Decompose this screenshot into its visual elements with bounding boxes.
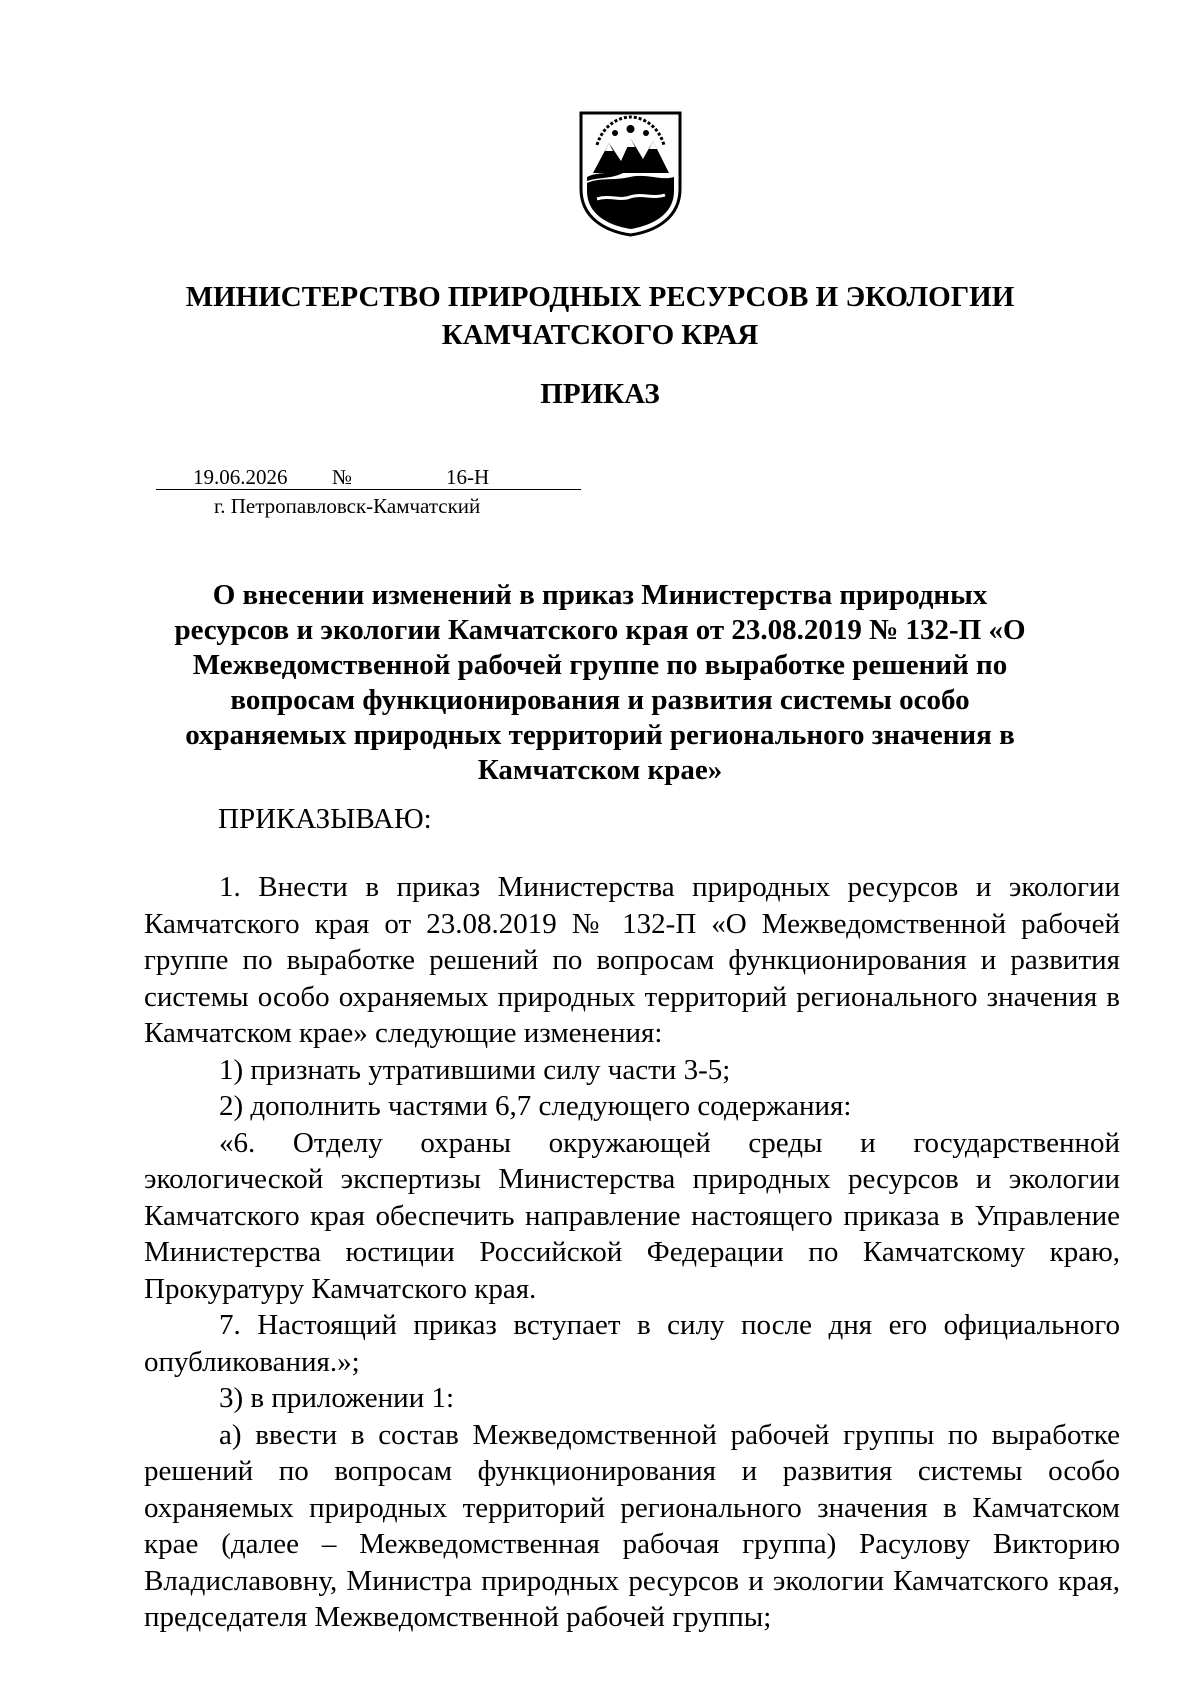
ministry-name-line-1: МИНИСТЕРСТВО ПРИРОДНЫХ РЕСУРСОВ И ЭКОЛОГИИ	[185, 281, 1015, 313]
document-number: 16-Н	[446, 465, 490, 489]
body-paragraph: 3) в приложении 1:	[219, 1382, 455, 1414]
document-body	[144, 869, 1120, 1636]
body-paragraph: 1. Внести в приказ Министерства природных ресурсов и экологии Камчатского края от 23.08.2019 № 132-П «О Межведомственной рабочей группе по выработке решений по вопросам функционирования и развития системы особо охраняемых природных территорий регионального значения в Камчатском крае» следующие изменения:	[144, 871, 1120, 1049]
body-paragraph: 1) признать утратившими силу части 3-5;	[219, 1053, 731, 1086]
body-paragraph: 2) дополнить частями 6,7 следующего содержания:	[219, 1090, 852, 1122]
body-paragraph: 7. Настоящий приказ вступает в силу после дня его официального опубликования.»;	[144, 1309, 1120, 1378]
document-subject: О внесении изменений в приказ Министерства природных ресурсов и экологии Камчатского края от 23.08.2019 № 132-П «О Межведомственной рабочей группе по выработке решений по вопросам функционирования и развития системы особо охраняемых природных территорий регионального значения в Камчатском крае»	[174, 579, 1026, 786]
order-word: ПРИКАЗЫВАЮ:	[218, 803, 432, 835]
number-sign: №	[332, 465, 353, 489]
date-number-line	[156, 465, 581, 490]
ministry-name	[0, 278, 1200, 354]
ministry-name-line-2: КАМЧАТСКОГО КРАЯ	[441, 319, 759, 351]
document-date: 19.06.2026	[193, 465, 288, 489]
city-name: г. Петропавловск-Камчатский	[214, 494, 481, 518]
kamchatka-coat-of-arms-icon	[579, 111, 682, 237]
document-type-title: ПРИКАЗ	[540, 378, 660, 410]
body-paragraph: а) ввести в состав Межведомственной рабочей группы по выработке решений по вопросам функционирования и развития системы особо охраняемых природных территорий регионального значения в Камчатском крае (далее – Межведомственная рабочая группа) Расулову Викторию Владиславовну, Министра природных ресурсов и экологии Камчатского края, председателя Межведомственной рабочей группы;	[144, 1418, 1120, 1633]
body-paragraph: «6. Отделу охраны окружающей среды и государственной экологической экспертизы Министерства природных ресурсов и экологии Камчатского края обеспечить направление настоящего приказа в Управление Министерства юстиции Российской Федерации по Камчатскому краю, Прокуратуру Камчатского края.	[144, 1126, 1120, 1305]
